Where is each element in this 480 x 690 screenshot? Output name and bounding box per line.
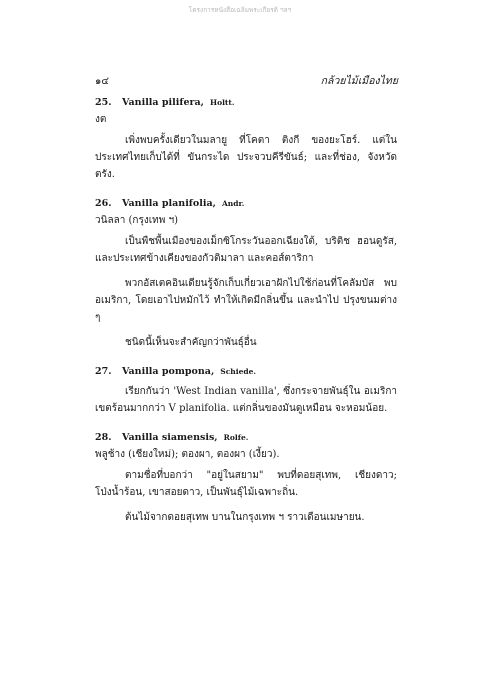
species-author: Schiede. xyxy=(220,367,256,376)
header-banner: โครงการหนังสือเฉลิมพระเกียรติ ฯลฯ xyxy=(188,6,292,14)
species-name: Vanilla siamensis, xyxy=(122,432,218,443)
local-names: วนิลลา (กรุงเทพ ฯ) xyxy=(95,215,179,226)
description-paragraph: เรียกกันว่า 'West Indian vanilla', ซึ่งกระจายพันธุ์ใน อเมริกาเขตร้อนมากกว่า V planifolia. แต่กลิ่นของมันดูเหมือน จะหอมน้อย. xyxy=(95,386,397,414)
entry-number: 25. xyxy=(95,97,112,108)
entry-heading xyxy=(95,365,397,379)
species-author: Andr. xyxy=(221,199,245,208)
entry-heading xyxy=(95,96,397,110)
local-names: พลูช้าง (เชียงใหม่); ตองผา, ตองผา (เงี้ยว). xyxy=(95,449,280,460)
description-paragraph: เพิ่งพบครั้งเดียวในมลายู ที่โคตา ติงกี ของยะโฮร์. แต่ในประเทศไทยเก็บได้ที่ ขันกระได ประจวบคีรีขันธ์; และที่ช่อง, จังหวัดตรัง. xyxy=(95,135,397,180)
species-entry xyxy=(95,365,397,417)
page-content xyxy=(95,96,397,540)
page-number: ๑๔ xyxy=(95,76,109,87)
species-entry xyxy=(95,96,397,183)
running-title: กล้วยไม้เมืองไทย xyxy=(320,75,398,87)
local-names: งต xyxy=(95,114,107,125)
species-author: Holtt. xyxy=(209,98,235,107)
entry-number: 28. xyxy=(95,432,112,443)
description-paragraph: เป็นพืชพื้นเมืองของเม็กซิโกระวันออกเฉียงใต้, บริติช ฮอนดูรัส, และประเทศข้างเคียงของกัวติมาลา และคอส์ตาริกา xyxy=(95,236,397,264)
description-paragraph: พวกอัสเตคอินเดียนรู้จักเก็บเกี่ยวเอาฝักไปใช้ก่อนที่โคลัมบัส พบอเมริกา, โดยเอาไปหมักไว้ ทำให้เกิดมีกลิ่นขึ้น และนำไป ปรุงขนมต่าง ๆ xyxy=(95,278,397,323)
description-paragraph: ต้นไม้จากดอยสุเทพ บานในกรุงเทพ ฯ ราวเดือนเมษายน. xyxy=(125,512,365,523)
species-name: Vanilla pilifera, xyxy=(122,97,204,108)
entry-number: 26. xyxy=(95,198,112,209)
entry-heading xyxy=(95,197,397,211)
species-name: Vanilla pompona, xyxy=(122,366,215,377)
description-paragraph: ตามชื่อที่บอกว่า "อยู่ในสยาม" พบที่ดอยสุเทพ, เชียงดาว; โป่งน้ำร้อน, เขาสอยดาว, เป็นพันธุ์ไม้เฉพาะถิ่น. xyxy=(95,470,397,498)
species-entry xyxy=(95,431,397,526)
species-name: Vanilla planifolia, xyxy=(122,198,216,209)
description-paragraph: ชนิดนี้เห็นจะสำคัญกว่าพันธุ์อื่น xyxy=(125,337,257,348)
species-author: Rolfe. xyxy=(223,433,249,442)
entry-heading xyxy=(95,431,397,445)
entry-number: 27. xyxy=(95,366,112,377)
species-entry xyxy=(95,197,397,351)
